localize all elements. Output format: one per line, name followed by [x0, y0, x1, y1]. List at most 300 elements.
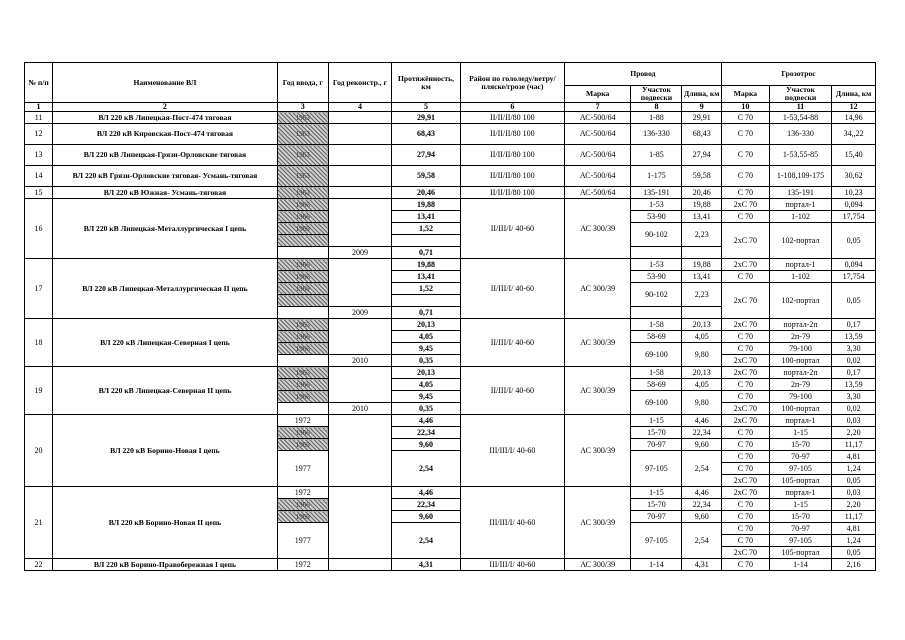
table-row [25, 367, 876, 379]
table-cell: 2хС 70 [721, 319, 769, 331]
table-cell: 22,34 [392, 427, 461, 439]
table-cell [328, 367, 391, 403]
table-cell: 70-97 [769, 451, 831, 463]
table-cell: 58-69 [631, 379, 682, 391]
header-no: № п/п [25, 63, 53, 103]
table-cell: 1-15 [631, 415, 682, 427]
table-cell: 1966 [277, 427, 328, 439]
table-cell: 17,754 [832, 211, 876, 223]
table-cell: 1-102 [769, 211, 831, 223]
table-cell: АС 300/39 [564, 415, 631, 487]
table-cell: ВЛ 220 кВ Липецкая-Грязи-Орловские тяговая [53, 145, 278, 166]
table-cell [328, 199, 391, 247]
table-cell: портал-1 [769, 415, 831, 427]
header-row [25, 63, 876, 86]
table-cell: 13,41 [682, 211, 722, 223]
table-cell: 1966 [277, 199, 328, 211]
table-cell [328, 259, 391, 307]
col-number: 1 [25, 103, 53, 112]
table-row [25, 259, 876, 271]
table-cell: 68,43 [392, 124, 461, 145]
header-region: Район по гололеду/ветру/ пляске/грозе (час) [460, 63, 564, 103]
col-number: 6 [460, 103, 564, 112]
table-cell: 20,13 [392, 367, 461, 379]
table-cell [277, 235, 328, 247]
col-number: 4 [328, 103, 391, 112]
table-cell [328, 559, 391, 571]
table-cell: II/II/II/80 100 [460, 112, 564, 124]
col-number: 5 [392, 103, 461, 112]
table-cell: 15,40 [832, 145, 876, 166]
table-cell: 13,41 [392, 271, 461, 283]
table-cell: 70-97 [631, 511, 682, 523]
table-cell: 0,35 [392, 355, 461, 367]
table-row [25, 319, 876, 331]
table-cell: 97-105 [631, 451, 682, 487]
table-cell: 14,96 [832, 112, 876, 124]
table-cell: 4,05 [682, 379, 722, 391]
header-wire-section: Участок подвески [631, 86, 682, 103]
table-cell: С 70 [721, 343, 769, 355]
table-cell [328, 319, 391, 355]
table-cell: 22,34 [682, 499, 722, 511]
table-cell: 34,,22 [832, 124, 876, 145]
table-cell: 1969 [277, 439, 328, 451]
table-cell: 2хС 70 [721, 259, 769, 271]
header-name: Наименование ВЛ [53, 63, 278, 103]
table-cell: 1,24 [832, 463, 876, 475]
col-number: 8 [631, 103, 682, 112]
table-row [25, 187, 876, 199]
table-cell: 1-14 [769, 559, 831, 571]
table-row [25, 199, 876, 211]
table-cell: 2,54 [392, 523, 461, 559]
header-length: Протяжённость, км [392, 63, 461, 103]
table-cell: 19,88 [682, 199, 722, 211]
table-cell: 4,05 [392, 331, 461, 343]
table-cell [277, 403, 328, 415]
table-cell: 1-108,109-175 [769, 166, 831, 187]
col-number: 3 [277, 103, 328, 112]
table-cell [328, 124, 391, 145]
power-lines-table [24, 62, 876, 571]
table-cell: С 70 [721, 391, 769, 403]
table-cell: 4,46 [682, 487, 722, 499]
table-cell: ВЛ 220 кВ Борино-Правобережная I цепь [53, 559, 278, 571]
table-cell: 29,91 [682, 112, 722, 124]
table-cell: 1972 [277, 559, 328, 571]
table-cell [631, 307, 682, 319]
table-cell [631, 247, 682, 259]
table-cell: С 70 [721, 124, 769, 145]
table-cell: 9,80 [682, 343, 722, 367]
table-cell: 20 [25, 415, 53, 487]
table-cell: II/II/II/80 100 [460, 145, 564, 166]
table-cell: 2009 [328, 307, 391, 319]
table-cell: 59,58 [682, 166, 722, 187]
table-cell: АС 300/39 [564, 367, 631, 415]
col-number: 11 [769, 103, 831, 112]
table-cell: 1966 [277, 331, 328, 343]
table-cell: 1963 [277, 112, 328, 124]
col-number: 2 [53, 103, 278, 112]
table-cell: 1966 [277, 379, 328, 391]
table-cell [328, 187, 391, 199]
table-cell: 1963 [277, 166, 328, 187]
table-cell: 2хС 70 [721, 475, 769, 487]
table-cell: 1963 [277, 124, 328, 145]
table-row [25, 124, 876, 145]
table-cell: 2010 [328, 355, 391, 367]
table-cell: 12 [25, 124, 53, 145]
table-cell: 1,52 [392, 223, 461, 235]
table-cell: 0,17 [832, 367, 876, 379]
table-cell: 11,17 [832, 511, 876, 523]
table-cell: портал-1 [769, 199, 831, 211]
table-cell: 17 [25, 259, 53, 319]
table-cell [277, 295, 328, 307]
table-cell: 1963 [277, 187, 328, 199]
table-cell: 2,23 [682, 283, 722, 307]
table-cell: С 70 [721, 535, 769, 547]
table-cell: С 70 [721, 145, 769, 166]
table-cell: 1972 [277, 487, 328, 499]
table-cell: 1963 [277, 145, 328, 166]
table-cell: 70-97 [769, 523, 831, 535]
table-cell: АС 300/39 [564, 319, 631, 367]
table-cell: 0,05 [832, 547, 876, 559]
table-cell: 68,43 [682, 124, 722, 145]
table-cell: 29,91 [392, 112, 461, 124]
table-cell [277, 355, 328, 367]
table-cell: 13,41 [392, 211, 461, 223]
table-cell: 69-100 [631, 391, 682, 415]
table-cell: 9,60 [392, 439, 461, 451]
table-cell: 2,54 [682, 523, 722, 559]
table-cell: С 70 [721, 523, 769, 535]
table-cell: 11,17 [832, 439, 876, 451]
table-cell: 9,60 [682, 511, 722, 523]
table-cell: 1,52 [392, 283, 461, 295]
table-cell: АС 300/39 [564, 199, 631, 259]
col-number: 7 [564, 103, 631, 112]
table-cell: 13,59 [832, 331, 876, 343]
table-cell: ВЛ 220 кВ Липецкая-Пост-474 тяговая [53, 112, 278, 124]
table-cell: 1-53 [631, 199, 682, 211]
col-number: 12 [832, 103, 876, 112]
table-cell: 2хС 70 [721, 283, 769, 319]
table-cell: 22 [25, 559, 53, 571]
table-cell: 4,05 [392, 379, 461, 391]
table-cell: 20,13 [682, 367, 722, 379]
table-cell: 9,80 [682, 391, 722, 415]
table-cell: 30,62 [832, 166, 876, 187]
table-cell: 27,94 [682, 145, 722, 166]
table-cell: АС-500/64 [564, 124, 631, 145]
table-cell: АС 300/39 [564, 559, 631, 571]
table-cell: 0,094 [832, 199, 876, 211]
table-cell: 2п-79 [769, 379, 831, 391]
header-ground-len: Длина, км [832, 86, 876, 103]
table-cell: 2хС 70 [721, 355, 769, 367]
table-cell: АС-500/64 [564, 187, 631, 199]
table-cell: 1-15 [631, 487, 682, 499]
table-cell: 14 [25, 166, 53, 187]
table-row [25, 487, 876, 499]
table-cell: 27,94 [392, 145, 461, 166]
col-number: 9 [682, 103, 722, 112]
table-cell: 20,46 [682, 187, 722, 199]
table-cell: 1-15 [769, 499, 831, 511]
table-cell: С 70 [721, 451, 769, 463]
table-cell: 97-105 [769, 463, 831, 475]
table-cell: 69-100 [631, 343, 682, 367]
table-cell: 53-90 [631, 271, 682, 283]
header-year-rec: Год реконстр., г [328, 63, 391, 103]
table-cell: 1966 [277, 499, 328, 511]
table-cell: ВЛ 220 кВ Липецкая-Северная II цепь [53, 367, 278, 415]
table-cell: 58-69 [631, 331, 682, 343]
header-ground-brand: Марка [721, 86, 769, 103]
table-cell: 9,60 [392, 511, 461, 523]
table-cell: 2,23 [682, 223, 722, 247]
table-cell: 2,20 [832, 427, 876, 439]
table-cell: 97-105 [631, 523, 682, 559]
table-cell: 16 [25, 199, 53, 259]
table-cell: 9,45 [392, 343, 461, 355]
table-cell [328, 166, 391, 187]
table-cell: С 70 [721, 439, 769, 451]
table-cell [328, 112, 391, 124]
table-cell: 79-100 [769, 343, 831, 355]
table-cell: 97-105 [769, 535, 831, 547]
table-cell [328, 487, 391, 559]
table-cell: 59,58 [392, 166, 461, 187]
table-cell: 1-15 [769, 427, 831, 439]
table-cell: АС-500/64 [564, 112, 631, 124]
table-cell: 0,35 [392, 403, 461, 415]
table-cell: портал-1 [769, 487, 831, 499]
table-cell: 15 [25, 187, 53, 199]
table-cell: АС-500/64 [564, 145, 631, 166]
table-cell: 4,81 [832, 451, 876, 463]
table-cell: 4,46 [392, 415, 461, 427]
table-cell: 0,094 [832, 259, 876, 271]
table-row [25, 112, 876, 124]
table-cell: 15-70 [631, 499, 682, 511]
table-cell: 136-330 [631, 124, 682, 145]
header-wire-len: Длина, км [682, 86, 722, 103]
table-cell: 4,46 [392, 487, 461, 499]
table-cell: 2,16 [832, 559, 876, 571]
table-cell: 0,05 [832, 283, 876, 319]
table-cell: 0,05 [832, 223, 876, 259]
table-cell: 1-53 [631, 259, 682, 271]
table-cell: 0,02 [832, 355, 876, 367]
table-cell: 135-191 [631, 187, 682, 199]
table-cell: 1-88 [631, 112, 682, 124]
table-cell: 4,31 [392, 559, 461, 571]
table-cell: С 70 [721, 559, 769, 571]
header-ground-section: Участок подвески [769, 86, 831, 103]
table-cell: 2,54 [682, 451, 722, 487]
table-cell: 1,24 [832, 535, 876, 547]
table-cell: 2хС 70 [721, 223, 769, 259]
table-cell: 105-портал [769, 547, 831, 559]
table-cell: 19,88 [682, 259, 722, 271]
table-row [25, 166, 876, 187]
table-cell: 19,88 [392, 259, 461, 271]
table-cell: ВЛ 220 кВ Липецкая-Северная I цепь [53, 319, 278, 367]
table-cell: 90-102 [631, 223, 682, 247]
header-wire: Провод [564, 63, 721, 86]
table-cell: II/III/I/ 40-60 [460, 259, 564, 319]
table-cell: 2010 [328, 403, 391, 415]
table-cell: 4,46 [682, 415, 722, 427]
table-cell: 3,30 [832, 343, 876, 355]
table-cell: 0,05 [832, 475, 876, 487]
table-cell: С 70 [721, 211, 769, 223]
table-cell: С 70 [721, 187, 769, 199]
table-cell: 1969 [277, 283, 328, 295]
header-ground: Грозотрос [721, 63, 875, 86]
table-cell: 102-портал [769, 283, 831, 319]
table-cell: АС-500/64 [564, 166, 631, 187]
table-cell: портал-2п [769, 319, 831, 331]
table-cell: 4,31 [682, 559, 722, 571]
table-cell: портал-2п [769, 367, 831, 379]
table-cell: 20,13 [682, 319, 722, 331]
table-cell: 13,59 [832, 379, 876, 391]
table-cell: 19,88 [392, 199, 461, 211]
table-cell: 4,81 [832, 523, 876, 535]
table-cell: 90-102 [631, 283, 682, 307]
table-cell: 1-85 [631, 145, 682, 166]
table-cell: 53-90 [631, 211, 682, 223]
table-cell: 105-портал [769, 475, 831, 487]
table-cell: 2,54 [392, 451, 461, 487]
table-cell: 22,34 [392, 499, 461, 511]
table-cell: III/III/I/ 40-60 [460, 559, 564, 571]
table-cell: 15-70 [769, 439, 831, 451]
table-cell: 1965 [277, 367, 328, 379]
table-cell: 2009 [328, 247, 391, 259]
table-cell: С 70 [721, 427, 769, 439]
table-cell: 2,20 [832, 499, 876, 511]
table-cell [682, 247, 722, 259]
table-cell [392, 235, 461, 247]
table-cell: II/III/I/ 40-60 [460, 367, 564, 415]
table-cell: 22,34 [682, 427, 722, 439]
table-cell: С 70 [721, 379, 769, 391]
table-cell: 15-70 [769, 511, 831, 523]
table-cell: 0,03 [832, 415, 876, 427]
table-cell: 0,17 [832, 319, 876, 331]
table-cell: 0,71 [392, 247, 461, 259]
table-cell: 1977 [277, 523, 328, 559]
table-cell: 1972 [277, 415, 328, 427]
table-cell: 2хС 70 [721, 403, 769, 415]
table-cell: 20,46 [392, 187, 461, 199]
header-wire-brand: Марка [564, 86, 631, 103]
table-cell: 1-102 [769, 271, 831, 283]
table-cell: 0,03 [832, 487, 876, 499]
table-cell: 2п-79 [769, 331, 831, 343]
column-number-row [25, 103, 876, 112]
table-cell: 1-175 [631, 166, 682, 187]
table-cell: 135-191 [769, 187, 831, 199]
table-cell: 1966 [277, 271, 328, 283]
table-cell: С 70 [721, 499, 769, 511]
table-cell: портал-1 [769, 259, 831, 271]
table-cell: 1977 [277, 451, 328, 487]
table-cell: II/III/I/ 40-60 [460, 199, 564, 259]
table-cell: 13,41 [682, 271, 722, 283]
table-cell [328, 415, 391, 487]
table-cell: 19 [25, 367, 53, 415]
table-cell: С 70 [721, 331, 769, 343]
table-cell: 15-70 [631, 427, 682, 439]
table-cell: 1-14 [631, 559, 682, 571]
table-cell: 20,13 [392, 319, 461, 331]
table-cell [682, 307, 722, 319]
table-cell: 0,71 [392, 307, 461, 319]
table-cell: АС 300/39 [564, 259, 631, 319]
table-row [25, 559, 876, 571]
table-cell: 136-330 [769, 124, 831, 145]
table-cell [392, 295, 461, 307]
table-cell: 1-58 [631, 367, 682, 379]
table-cell: С 70 [721, 463, 769, 475]
table-cell: 18 [25, 319, 53, 367]
table-cell: 2хС 70 [721, 487, 769, 499]
table-cell: 2хС 70 [721, 547, 769, 559]
table-cell: 1-53,55-85 [769, 145, 831, 166]
table-cell: III/III/I/ 40-60 [460, 487, 564, 559]
table-cell: 4,05 [682, 331, 722, 343]
table-cell: ВЛ 220 кВ Кировская-Пост-474 тяговая [53, 124, 278, 145]
table-cell: ВЛ 220 кВ Борино-Новая II цепь [53, 487, 278, 559]
table-cell: 1965 [277, 319, 328, 331]
table-cell: 2хС 70 [721, 415, 769, 427]
table-cell: 9,45 [392, 391, 461, 403]
table-cell: 1-58 [631, 319, 682, 331]
table-cell: 1966 [277, 259, 328, 271]
table-cell: 100-портал [769, 403, 831, 415]
table-cell: С 70 [721, 271, 769, 283]
col-number: 10 [721, 103, 769, 112]
table-cell: 1-53,54-88 [769, 112, 831, 124]
table-cell: 79-100 [769, 391, 831, 403]
table-cell: 9,60 [682, 439, 722, 451]
table-cell [328, 145, 391, 166]
table-cell: ВЛ 220 кВ Грязи-Орловские тяговая- Усмань-тяговая [53, 166, 278, 187]
table-cell: 1966 [277, 343, 328, 355]
table-cell: ВЛ 220 кВ Липецкая-Металлургическая II цепь [53, 259, 278, 319]
table-cell: 0,02 [832, 403, 876, 415]
table-cell: С 70 [721, 166, 769, 187]
table-cell: 17,754 [832, 271, 876, 283]
header-year-in: Год ввода, г [277, 63, 328, 103]
table-cell: ВЛ 220 кВ Липецкая-Металлургическая I цепь [53, 199, 278, 259]
table-cell: II/II/II/80 100 [460, 124, 564, 145]
table-cell: 21 [25, 487, 53, 559]
table-cell: II/III/I/ 40-60 [460, 319, 564, 367]
table-cell: 3,30 [832, 391, 876, 403]
table-cell: 13 [25, 145, 53, 166]
table-row [25, 415, 876, 427]
table-cell: 100-портал [769, 355, 831, 367]
